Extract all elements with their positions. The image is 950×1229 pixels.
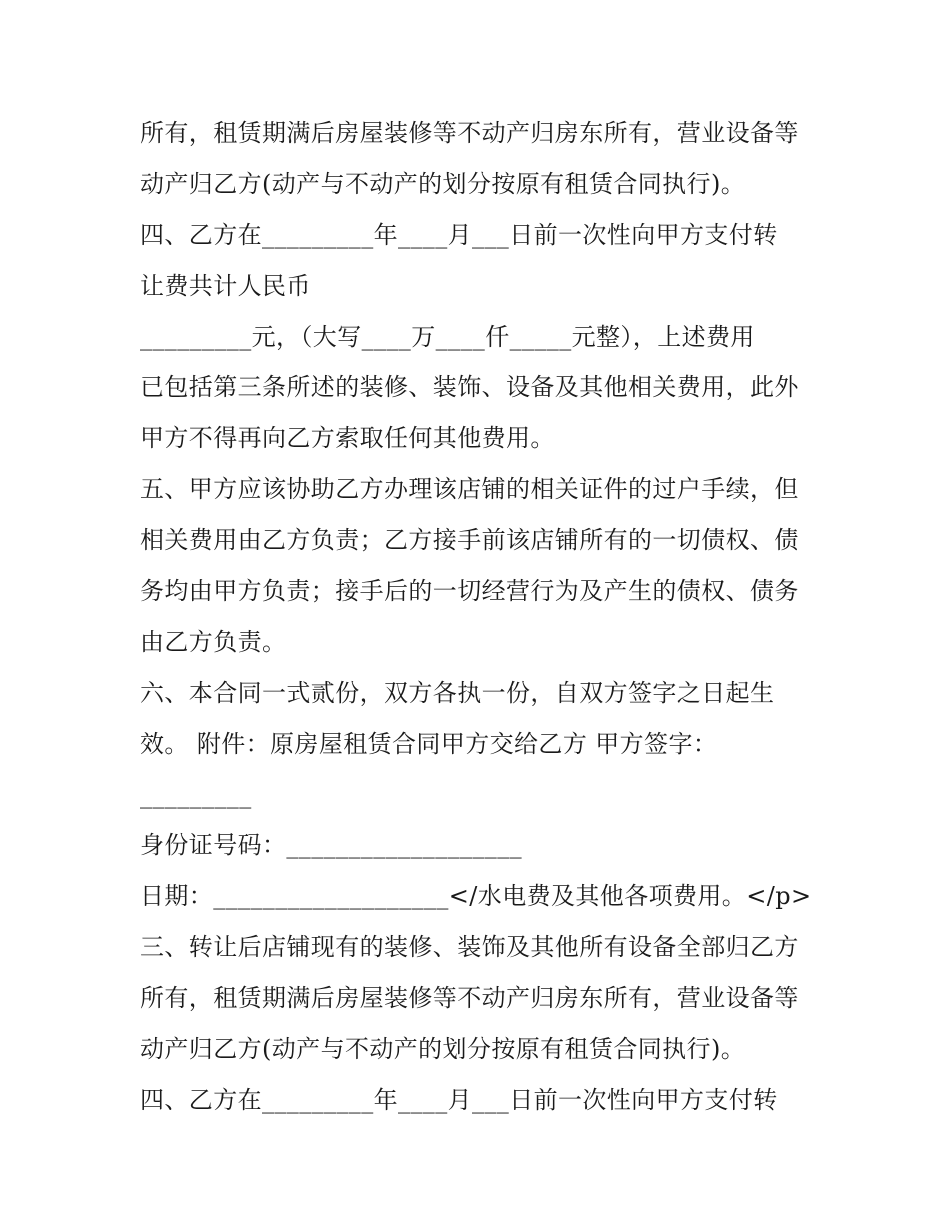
text-line: 相关费用由乙方负责；乙方接手前该店铺所有的一切债权、债 bbox=[140, 526, 799, 555]
text-line: 三、转让后店铺现有的装修、装饰及其他所有设备全部归乙方 bbox=[140, 933, 799, 962]
text-line: 让费共计人民币 bbox=[140, 271, 311, 300]
text-line: 效。 附件：原房屋租赁合同甲方交给乙方 甲方签字： bbox=[140, 729, 718, 758]
text-line: _________元，（大写____万____仟_____元整），上述费用 bbox=[140, 322, 755, 351]
text-line: 所有，租赁期满后房屋装修等不动产归房东所有，营业设备等 bbox=[140, 119, 799, 147]
text-line: _________ bbox=[140, 780, 252, 809]
text-line: 身份证号码：___________________ bbox=[140, 831, 522, 860]
text-line: 四、乙方在_________年____月___日前一次性向甲方支付转 bbox=[140, 1085, 778, 1114]
text-line: 六、本合同一式贰份，双方各执一份，自双方签字之日起生 bbox=[140, 678, 775, 707]
text-line: 五、甲方应该协助乙方办理该店铺的相关证件的过户手续，但 bbox=[140, 475, 799, 504]
contract-text bbox=[140, 108, 820, 1126]
text-line: 四、乙方在_________年____月___日前一次性向甲方支付转 bbox=[140, 220, 778, 249]
text-line: 日期：___________________</水电费及其他各项费用。</p> bbox=[140, 882, 812, 911]
text-line: 所有，租赁期满后房屋装修等不动产归房东所有，营业设备等 bbox=[140, 984, 799, 1013]
text-line: 由乙方负责。 bbox=[140, 627, 287, 656]
text-line: 务均由甲方负责；接手后的一切经营行为及产生的债权、债务 bbox=[140, 577, 799, 606]
text-line: 甲方不得再向乙方索取任何其他费用。 bbox=[140, 424, 555, 453]
text-line: 动产归乙方(动产与不动产的划分按原有租赁合同执行)。 bbox=[140, 169, 746, 198]
text-line: 动产归乙方(动产与不动产的划分按原有租赁合同执行)。 bbox=[140, 1035, 746, 1064]
text-line: 已包括第三条所述的装修、装饰、设备及其他相关费用，此外 bbox=[140, 373, 799, 402]
